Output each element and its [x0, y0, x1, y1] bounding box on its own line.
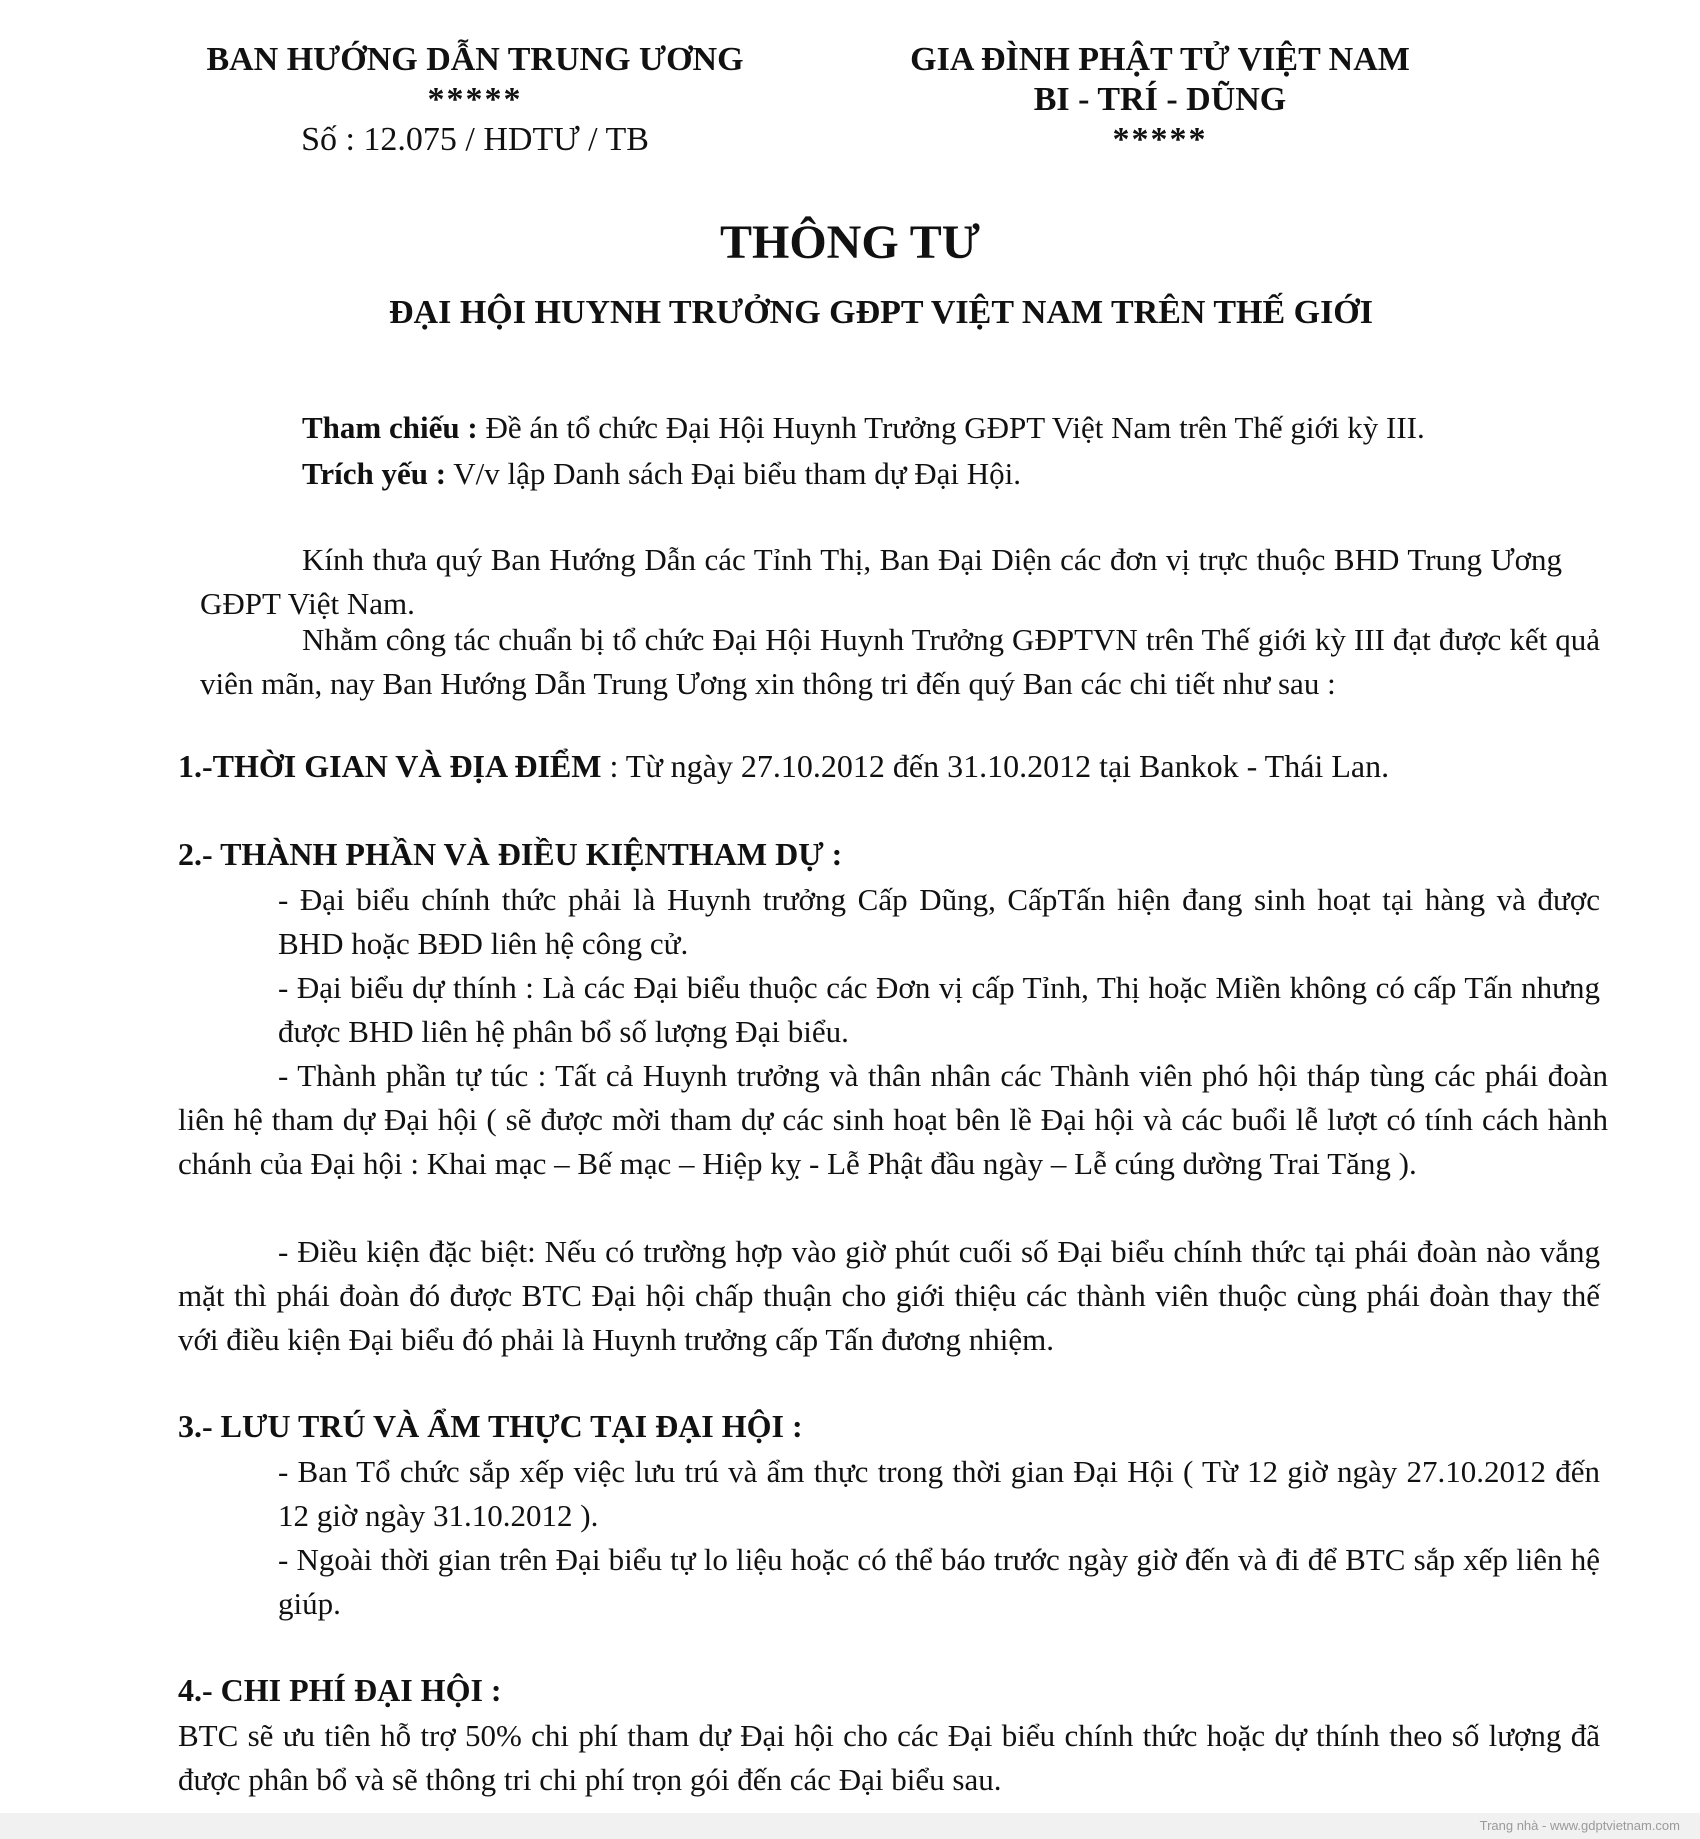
section-2-item-3: - Thành phần tự túc : Tất cả Huynh trưởng và thân nhân các Thành viên phó hội tháp tùng các phái đoàn liên hệ tham dự Đại hội ( sẽ được mời tham dự các sinh hoạt bên lề Đại hội và các buổi lễ lượt có tính cách hành chánh của Đại hội : Khai mạc – Bế mạc – Hiệp kỵ - Lễ Phật đầu ngày – Lễ cúng dường Trai Tăng ).	[178, 1058, 1608, 1181]
reference-text: Đề án tổ chức Đại Hội Huynh Trưởng GĐPT Việt Nam trên Thế giới kỳ III.	[477, 410, 1425, 445]
organization-name: GIA ĐÌNH PHẬT TỬ VIỆT NAM	[910, 41, 1410, 78]
section-2-item-1: - Đại biểu chính thức phải là Huynh trưởng Cấp Dũng, CấpTấn hiện đang sinh hoạt tại hàng và được BHD hoặc BĐD liên hệ công cử.	[278, 882, 1600, 961]
section-2-item-2: - Đại biểu dự thính : Là các Đại biểu thuộc các Đơn vị cấp Tỉnh, Thị hoặc Miền không có cấp Tấn nhưng được BHD liên hệ phân bổ số lượng Đại biểu.	[278, 970, 1600, 1049]
issuer-block	[200, 40, 750, 160]
section-3-item-1: - Ban Tổ chức sắp xếp việc lưu trú và ẩm thực trong thời gian Đại Hội ( Từ 12 giờ ngày 27.10.2012 đến 12 giờ ngày 31.10.2012 ).	[278, 1454, 1600, 1533]
intro-paragraph-2: Nhằm công tác chuẩn bị tổ chức Đại Hội Huynh Trưởng GĐPTVN trên Thế giới kỳ III đạt được kết quả viên mãn, nay Ban Hướng Dẫn Trung Ương xin thông tri đến quý Ban các chi tiết như sau :	[200, 622, 1600, 701]
organization-stars: *****	[1112, 121, 1208, 158]
section-4-text: BTC sẽ ưu tiên hỗ trợ 50% chi phí tham dự Đại hội cho các Đại biểu chính thức hoặc dự thính theo số lượng đã được phân bổ và sẽ thông tri chi phí trọn gói đến các Đại biểu sau.	[178, 1718, 1600, 1797]
document-subtitle: ĐẠI HỘI HUYNH TRƯỞNG GĐPT VIỆT NAM TRÊN THẾ GIỚI	[389, 294, 1373, 331]
summary-label: Trích yếu :	[302, 456, 447, 491]
footer-bar	[0, 1813, 1700, 1839]
section-3-heading: 3.- LƯU TRÚ VÀ ẨM THỰC TẠI ĐẠI HỘI :	[178, 1408, 803, 1444]
section-2-heading: 2.- THÀNH PHẦN VÀ ĐIỀU KIỆNTHAM DỰ :	[178, 836, 843, 872]
organization-motto: BI - TRÍ - DŨNG	[1033, 81, 1287, 118]
summary-text: V/v lập Danh sách Đại biểu tham dự Đại Hội.	[446, 456, 1022, 491]
issuer-stars: *****	[427, 81, 523, 118]
section-3-item-2: - Ngoài thời gian trên Đại biểu tự lo liệu hoặc có thể báo trước ngày giờ đến và đi để BTC sắp xếp liên hệ giúp.	[278, 1542, 1600, 1621]
intro-paragraph-1: Kính thưa quý Ban Hướng Dẫn các Tỉnh Thị, Ban Đại Diện các đơn vị trực thuộc BHD Trung Ương GĐPT Việt Nam.	[200, 542, 1562, 621]
section-1	[178, 746, 1389, 786]
section-4-heading: 4.- CHI PHÍ ĐẠI HỘI :	[178, 1672, 502, 1708]
reference-label: Tham chiếu :	[302, 410, 478, 445]
section-1-text: : Từ ngày 27.10.2012 đến 31.10.2012 tại Bankok - Thái Lan.	[601, 748, 1390, 784]
section-1-heading: 1.-THỜI GIAN VÀ ĐỊA ĐIỂM	[178, 748, 602, 784]
summary-line	[302, 454, 1602, 494]
reference-line	[302, 408, 1602, 448]
organization-block	[900, 40, 1420, 160]
document-title: THÔNG TƯ	[719, 216, 981, 269]
document-number: Số : 12.075 / HDTƯ / TB	[301, 121, 649, 158]
section-2-item-4: - Điều kiện đặc biệt: Nếu có trường hợp vào giờ phút cuối số Đại biểu chính thức tại phái đoàn nào vắng mặt thì phái đoàn đó được BTC Đại hội chấp thuận cho giới thiệu các thành viên thuộc cùng phái đoàn thay thế với điều kiện Đại biểu đó phải là Huynh trưởng cấp Tấn đương nhiệm.	[178, 1234, 1600, 1357]
issuer-name: BAN HƯỚNG DẪN TRUNG ƯƠNG	[206, 41, 744, 78]
footer-watermark: Trang nhà - www.gdptvietnam.com	[1479, 1818, 1680, 1833]
